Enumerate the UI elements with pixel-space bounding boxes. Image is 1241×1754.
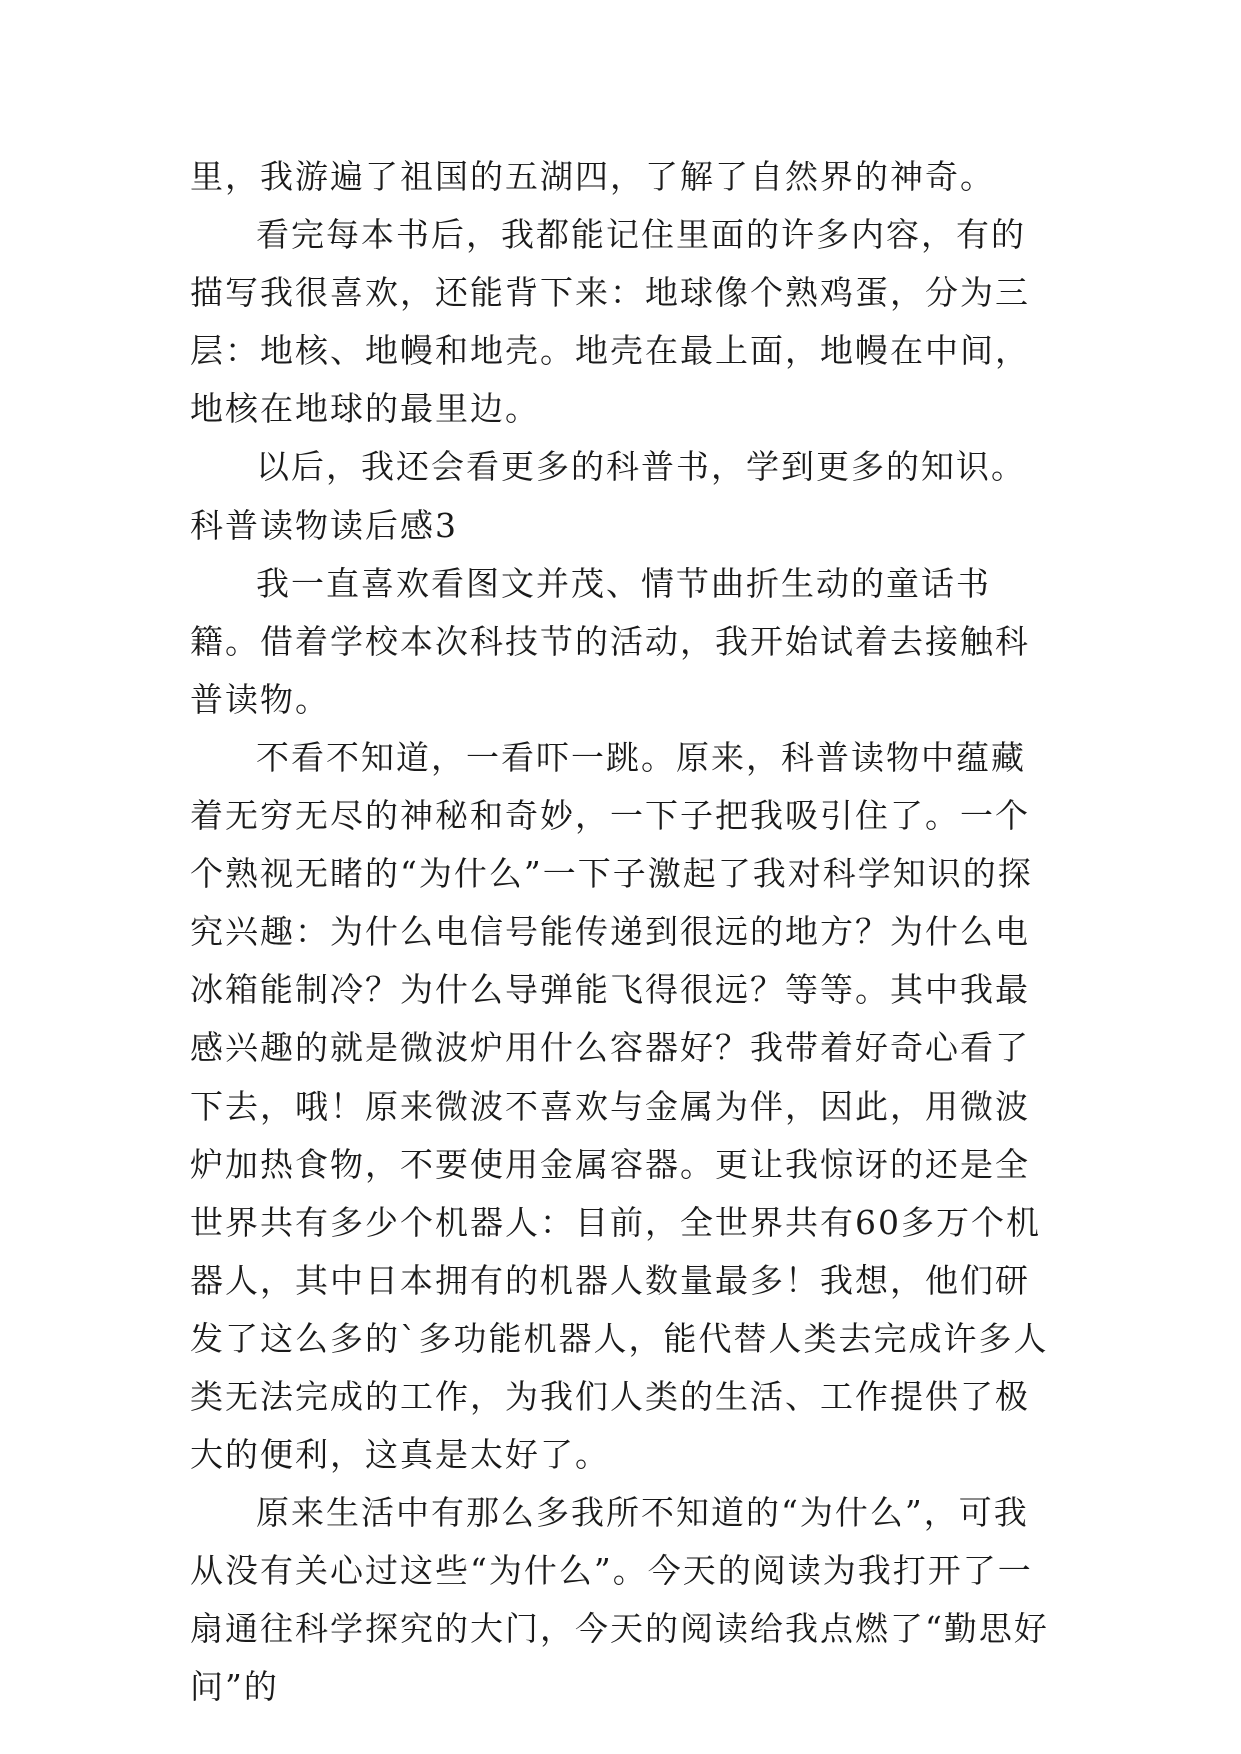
paragraph-reflection: 原来生活中有那么多我所不知道的“为什么”，可我从没有关心过这些“为什么”。今天的阅读为我打开了一扇通往科学探究的大门，今天的阅读给我点燃了“勤思好问”的: [190, 1493, 1049, 1707]
paragraph-future-reading: 以后，我还会看更多的科普书，学到更多的知识。: [256, 447, 1026, 487]
document-body: [190, 148, 1052, 1717]
paragraph-intro: 我一直喜欢看图文并茂、情节曲折生动的童话书籍。借着学校本次科技节的活动，我开始试着去接触科普读物。: [190, 563, 1030, 719]
section-title: 科普读物读后感3: [190, 505, 458, 545]
paragraph-discovery: 不看不知道，一看吓一跳。原来，科普读物中蕴藏着无穷无尽的神秘和奇妙，一下子把我吸引住了。一个个熟视无睹的“为什么”一下子激起了我对科学知识的探究兴趣：为什么电信号能传递到很远的地方？为什么电冰箱能制冷？为什么导弹能飞得很远？等等。其中我最感兴趣的就是微波炉用什么容器好？我带着好奇心看了下去，哦！原来微波不喜欢与金属为伴，因此，用微波炉加热食物，不要使用金属容器。更让我惊讶的还是全世界共有多少个机器人：目前，全世界共有60多万个机器人，其中日本拥有的机器人数量最多！我想，他们研发了这么多的`多功能机器人，能代替人类去完成许多人类无法完成的工作，为我们人类的生活、工作提供了极大的便利，这真是太好了。: [190, 737, 1049, 1475]
paragraph-continuation: 里，我游遍了祖国的五湖四，了解了自然界的神奇。: [190, 157, 995, 196]
paragraph-memory: 看完每本书后，我都能记住里面的许多内容，有的描写我很喜欢，还能背下来：地球像个熟鸡蛋，分为三层：地核、地幔和地壳。地壳在最上面，地幔在中间，地核在地球的最里边。: [190, 215, 1030, 429]
